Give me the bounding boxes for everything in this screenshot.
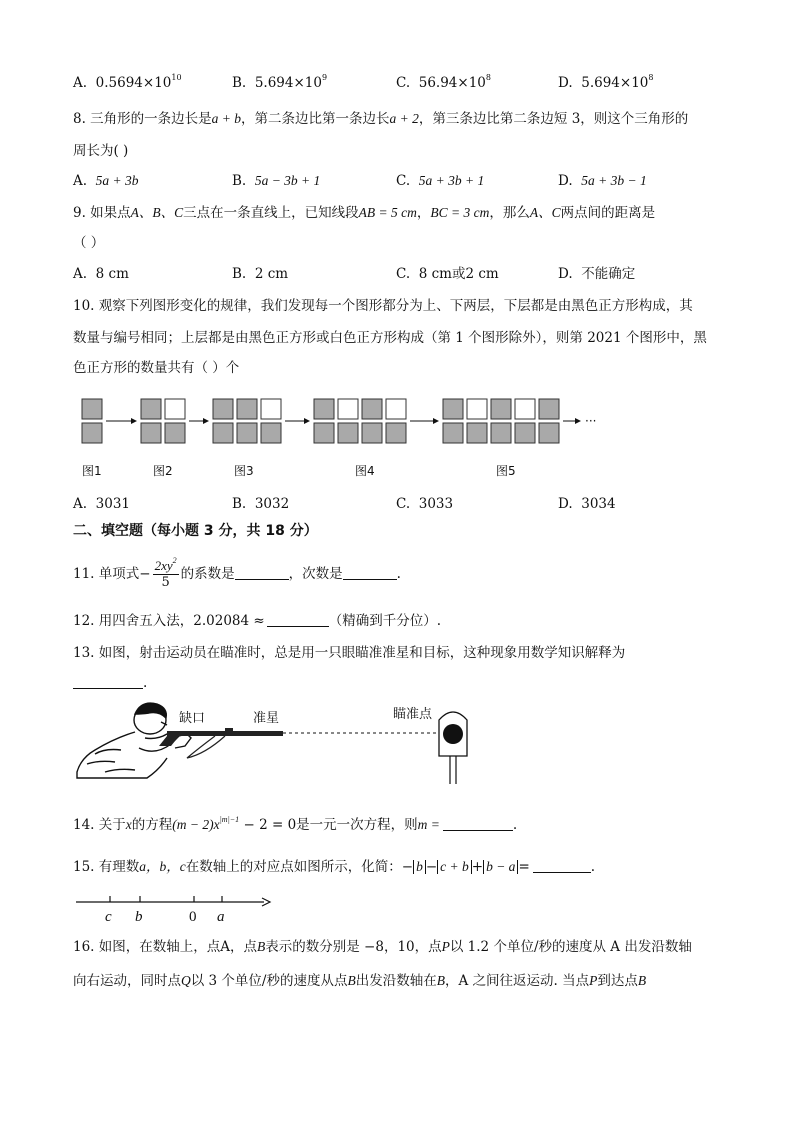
option-exponent: 8 xyxy=(485,73,491,82)
black-square xyxy=(82,423,102,443)
axis-label-b: b xyxy=(135,909,143,925)
answer-blank[interactable] xyxy=(443,816,513,831)
answer-blank[interactable] xyxy=(235,565,289,580)
q10-stem-line3: 色正方形的数量共有（ ）个 xyxy=(73,360,240,376)
target-bullseye-icon xyxy=(443,724,463,744)
text: 9. 如果点 xyxy=(73,205,131,221)
text: 11. 单项式 xyxy=(73,566,140,582)
answer-blank[interactable] xyxy=(343,565,397,580)
text: ，A 之间往返运动. 当点 xyxy=(444,973,590,989)
option-label: B. xyxy=(232,496,247,512)
option-value: 56.94×10 xyxy=(418,75,486,91)
text: . xyxy=(143,675,148,691)
q8-stem-line1 xyxy=(73,110,688,128)
text: 两点间的距离是 xyxy=(560,205,656,221)
black-square xyxy=(213,423,233,443)
text: ，点 xyxy=(230,939,258,955)
text: 以 1.2 个单位/秒的速度从 A 出发沿数轴 xyxy=(449,939,692,955)
equation: (m − 2)x xyxy=(172,817,220,832)
black-square xyxy=(237,423,257,443)
text: ，次数是 xyxy=(288,566,343,582)
q13-shooter-figure xyxy=(75,698,495,786)
black-square xyxy=(261,423,281,443)
q10-option-c xyxy=(396,495,453,513)
answer-blank[interactable] xyxy=(533,858,591,873)
q9-option-d xyxy=(558,265,635,283)
figure-label: 图3 xyxy=(234,464,254,478)
expression: a + 2 xyxy=(389,111,419,126)
q8-option-b xyxy=(232,172,320,190)
option-label: C. xyxy=(396,173,411,189)
black-square xyxy=(314,399,334,419)
q9-stem-line2: （ ） xyxy=(73,235,105,251)
white-square xyxy=(338,399,358,419)
q7-option-a xyxy=(73,74,182,92)
text: 向右运动，同时点 xyxy=(73,973,181,989)
text: ，第二条边比第一条边长 xyxy=(241,111,390,127)
rifle-illustration xyxy=(159,728,283,758)
answer-blank[interactable] xyxy=(267,612,329,627)
arrow-right-icon xyxy=(304,418,310,424)
axis-label-0: 0 xyxy=(189,909,197,925)
black-square xyxy=(443,423,463,443)
q8-option-c xyxy=(396,172,484,190)
q10-option-a xyxy=(73,495,130,513)
option-value: 5a + 3b − 1 xyxy=(581,173,647,188)
text: 8. 三角形的一条边长是 xyxy=(73,111,212,127)
point: B xyxy=(257,939,266,954)
q9-stem-line1 xyxy=(73,204,655,222)
variables: a，b，c xyxy=(139,859,186,874)
equation: − 2 = 0 xyxy=(239,817,297,833)
text: 16. 如图，在数轴上，点 xyxy=(73,939,221,955)
points: A、B、C xyxy=(130,205,184,220)
point: P xyxy=(441,939,450,954)
q15-stem xyxy=(73,858,595,876)
sign: − xyxy=(425,859,438,875)
figure-label: 图4 xyxy=(355,464,375,478)
option-label: A. xyxy=(73,173,88,189)
option-label: D. xyxy=(558,496,573,512)
option-value: 3032 xyxy=(254,496,290,512)
option-label: D. xyxy=(558,173,573,189)
option-value: 3034 xyxy=(581,496,616,512)
white-square xyxy=(467,399,487,419)
text: 在数轴上的对应点如图所示，化简： xyxy=(185,859,402,875)
exponent: |m|−1 xyxy=(219,815,240,824)
q7-option-b xyxy=(232,74,327,92)
absolute-value: b − a xyxy=(483,860,518,874)
q8-stem-line2: 周长为( ) xyxy=(73,143,129,159)
option-label: B. xyxy=(232,75,247,91)
black-square xyxy=(237,399,257,419)
q11-stem xyxy=(73,552,401,596)
option-value: 8 cm或2 cm xyxy=(418,266,499,282)
label-aim-point: 瞄准点 xyxy=(393,707,433,722)
black-square xyxy=(539,423,559,443)
text: 出发沿数轴在 xyxy=(355,973,437,989)
numerator xyxy=(153,558,179,575)
sign: − xyxy=(401,859,414,875)
option-label: A. xyxy=(73,496,88,512)
black-square xyxy=(467,423,487,443)
equals-sign: = xyxy=(518,859,530,875)
option-label: D. xyxy=(558,266,573,282)
text: 到达点 xyxy=(597,973,638,989)
text: 三点在一条直线上，已知线段 xyxy=(183,205,359,221)
option-label: B. xyxy=(232,173,247,189)
axis-label-a: a xyxy=(217,909,225,925)
text: 以 3 个单位/秒的速度从点 xyxy=(190,973,348,989)
answer-blank[interactable] xyxy=(73,674,143,689)
q10-stem-line2: 数量与编号相同；上层都是由黑色正方形或白色正方形构成（第 1 个图形除外），则第 2021 个图形中，黑 xyxy=(73,330,707,346)
absolute-value: b xyxy=(413,860,426,874)
point: B xyxy=(347,973,356,988)
point: P xyxy=(589,973,598,988)
q7-option-d xyxy=(558,74,653,92)
option-value: 5.694×10 xyxy=(254,75,322,91)
option-label: C. xyxy=(396,266,411,282)
q13-stem: 13. 如图，射击运动员在瞄准时，总是用一只眼瞄准准星和目标，这种现象用数学知识解释为 xyxy=(73,645,626,661)
section-title: 二、填空题（每小题 3 分，共 18 分） xyxy=(73,523,318,539)
text: ，第三条边比第二条边短 3，则这个三角形的 xyxy=(418,111,689,127)
option-value: 5a + 3b + 1 xyxy=(418,173,485,188)
q9-option-a xyxy=(73,265,129,283)
option-label: C. xyxy=(396,75,411,91)
expression: a + b xyxy=(211,111,242,126)
text: 的系数是 xyxy=(180,566,235,582)
q15-number-line xyxy=(72,890,282,926)
option-value: 2 cm xyxy=(254,266,289,282)
ellipsis: ··· xyxy=(585,414,597,428)
text: 表示的数分别是 −8，10，点 xyxy=(265,939,442,955)
black-square xyxy=(491,423,511,443)
option-label: A. xyxy=(73,266,88,282)
black-square xyxy=(82,399,102,419)
black-square xyxy=(515,423,535,443)
black-square xyxy=(314,423,334,443)
label-notch: 缺口 xyxy=(179,711,206,726)
black-square xyxy=(491,399,511,419)
text: 的方程 xyxy=(131,817,173,833)
q12-stem xyxy=(73,612,441,630)
minus-sign: − xyxy=(139,566,151,582)
variable: x xyxy=(125,817,132,832)
absolute-value: c + b xyxy=(437,860,472,874)
text: 是一元一次方程，则 xyxy=(296,817,418,833)
fraction xyxy=(153,558,179,591)
figure-label: 图1 xyxy=(82,464,102,478)
option-exponent: 8 xyxy=(648,73,654,82)
text: （精确到千分位）. xyxy=(328,613,441,629)
text: . xyxy=(396,566,401,582)
option-value: 5.694×10 xyxy=(581,75,649,91)
arrow-right-icon xyxy=(433,418,439,424)
sign: + xyxy=(471,859,484,875)
variable: m = xyxy=(417,817,440,832)
option-value: 不能确定 xyxy=(581,266,636,282)
black-square xyxy=(141,423,161,443)
q10-pattern-figure xyxy=(0,390,794,485)
option-value: 8 cm xyxy=(95,266,129,282)
option-label: D. xyxy=(558,75,573,91)
white-square xyxy=(165,399,185,419)
black-square xyxy=(141,399,161,419)
q7-option-c xyxy=(396,74,491,92)
option-label: A. xyxy=(73,75,88,91)
arrow-right-icon xyxy=(575,418,581,424)
figure-label: 图2 xyxy=(153,464,173,478)
option-exponent: 10 xyxy=(171,73,182,82)
point: Q xyxy=(181,973,191,988)
segment: AB = 5 cm xyxy=(358,205,417,220)
option-exponent: 9 xyxy=(321,73,328,82)
q9-option-b xyxy=(232,265,288,283)
white-square xyxy=(386,399,406,419)
black-square xyxy=(338,423,358,443)
white-square xyxy=(261,399,281,419)
q8-option-d xyxy=(558,172,647,190)
axis-label-c: c xyxy=(105,909,112,925)
value: 2.02084 ≈ xyxy=(193,613,265,629)
q16-stem-line1 xyxy=(73,938,692,956)
text: 15. 有理数 xyxy=(73,859,140,875)
point: B xyxy=(436,973,445,988)
option-label: B. xyxy=(232,266,247,282)
black-square xyxy=(386,423,406,443)
target-board xyxy=(439,712,467,784)
black-square xyxy=(213,399,233,419)
arrow-right-icon xyxy=(203,418,209,424)
text: 14. 关于 xyxy=(73,817,126,833)
numerator-text: 2xy xyxy=(154,558,173,573)
option-value: 5a + 3b xyxy=(95,173,139,188)
q8-option-a xyxy=(73,172,139,190)
segment: BC = 3 cm xyxy=(430,205,490,220)
q14-stem xyxy=(73,816,517,834)
label-sight: 准星 xyxy=(253,711,280,726)
text: ， xyxy=(416,205,431,221)
option-value: 0.5694×10 xyxy=(95,75,172,91)
option-value: 3033 xyxy=(418,496,454,512)
points: A、C xyxy=(529,205,561,220)
point: A xyxy=(220,939,231,955)
black-square xyxy=(443,399,463,419)
black-square xyxy=(362,423,382,443)
q10-option-d xyxy=(558,495,616,513)
black-square xyxy=(362,399,382,419)
black-square xyxy=(539,399,559,419)
white-square xyxy=(515,399,535,419)
arrow-right-icon xyxy=(131,418,137,424)
q10-option-b xyxy=(232,495,289,513)
q16-stem-line2 xyxy=(73,972,646,990)
text: ，那么 xyxy=(489,205,530,221)
text: . xyxy=(590,859,596,875)
denominator: 5 xyxy=(161,575,170,590)
q10-stem-line1: 10. 观察下列图形变化的规律，我们发现每一个图形都分为上、下两层，下层都是由黑色正方形构成，其 xyxy=(73,298,693,314)
text: 12. 用四舍五入法， xyxy=(73,613,194,629)
black-square xyxy=(165,423,185,443)
figure-label: 图5 xyxy=(496,464,516,478)
option-value: 3031 xyxy=(95,496,130,512)
option-label: C. xyxy=(396,496,411,512)
point: B xyxy=(637,973,647,988)
option-value: 5a − 3b + 1 xyxy=(254,173,321,188)
text: . xyxy=(512,817,518,833)
q9-option-c xyxy=(396,265,499,283)
exponent: 2 xyxy=(172,556,177,565)
q13-answer-line xyxy=(73,674,147,692)
